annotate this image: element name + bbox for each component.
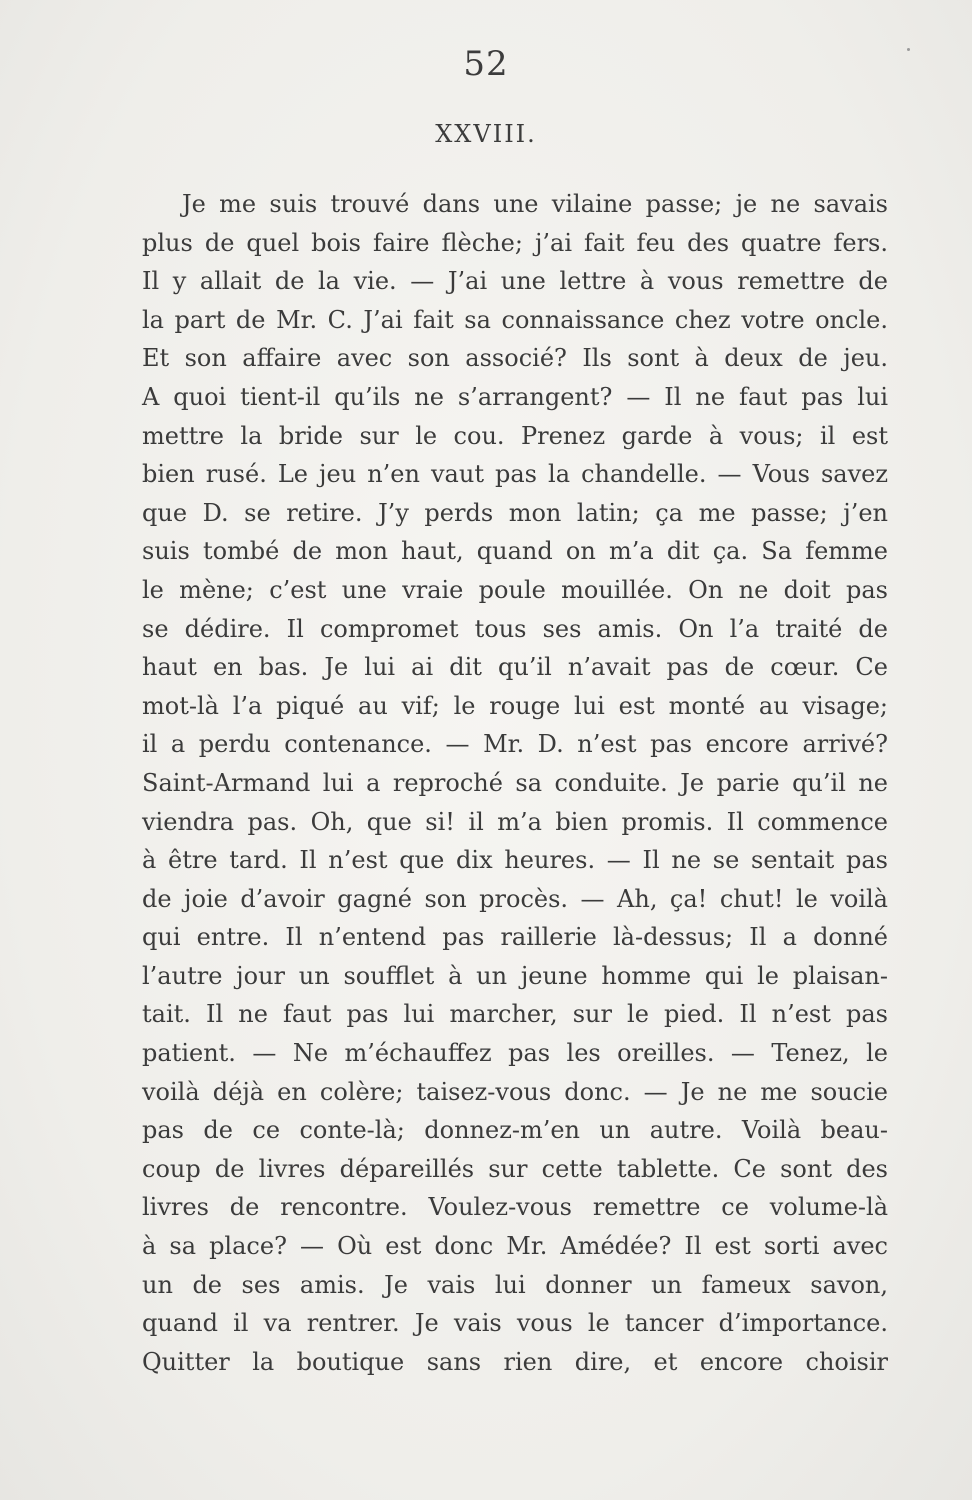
text-line: mot-là l’a piqué au vif; le rouge lui est monté au visage; xyxy=(142,691,888,720)
text-line: Saint-Armand lui a reproché sa conduite. Je parie qu’il ne xyxy=(142,768,888,797)
text-line: l’autre jour un soufflet à un jeune homme qui le plaisan- xyxy=(142,961,888,990)
text-line: haut en bas. Je lui ai dit qu’il n’avait pas de cœur. Ce xyxy=(142,653,888,682)
text-line: A quoi tient-il qu’ils ne s’arrangent? — Il ne faut pas lui xyxy=(142,382,888,411)
text-line: à être tard. Il n’est que dix heures. — Il ne se sentait pas xyxy=(142,846,888,875)
text-line: de joie d’avoir gagné son procès. — Ah, ça! chut! le voilà xyxy=(142,884,888,913)
text-line: Et son affaire avec son associé? Ils sont à deux de jeu. xyxy=(142,344,888,373)
text-line: bien rusé. Le jeu n’en vaut pas la chandelle. — Vous savez xyxy=(142,460,888,489)
text-line: il a perdu contenance. — Mr. D. n’est pas encore arrivé? xyxy=(142,730,888,759)
text-line: Il y allait de la vie. — J’ai une lettre à vous remettre de xyxy=(142,267,888,296)
text-line: viendra pas. Oh, que si! il m’a bien promis. Il commence xyxy=(142,807,888,836)
text-line: tait. Il ne faut pas lui marcher, sur le pied. Il n’est pas xyxy=(142,1000,888,1029)
text-line: coup de livres dépareillés sur cette tablette. Ce sont des xyxy=(142,1154,888,1183)
text-line: mettre la bride sur le cou. Prenez garde à vous; il est xyxy=(142,421,888,450)
page-number: 52 xyxy=(463,44,509,84)
chapter-heading: XXVIII. xyxy=(435,120,537,148)
text-line: un de ses amis. Je vais lui donner un fameux savon, xyxy=(142,1270,888,1299)
text-line: patient. — Ne m’échauffez pas les oreilles. — Tenez, le xyxy=(142,1039,888,1068)
text-line: Quitter la boutique sans rien dire, et encore choisir xyxy=(142,1347,888,1376)
text-line: suis tombé de mon haut, quand on m’a dit ça. Sa femme xyxy=(142,537,888,566)
text-line: le mène; c’est une vraie poule mouillée. On ne doit pas xyxy=(142,575,888,604)
text-line: plus de quel bois faire flèche; j’ai fait feu des quatre fers. xyxy=(142,228,888,257)
text-line: livres de rencontre. Voulez-vous remettre ce volume-là xyxy=(142,1193,888,1222)
text-line: à sa place? — Où est donc Mr. Amédée? Il est sorti avec xyxy=(142,1232,888,1261)
text-line: la part de Mr. C. J’ai fait sa connaissance chez votre oncle. xyxy=(142,305,888,334)
text-line: pas de ce conte-là; donnez-m’en un autre. Voilà beau- xyxy=(142,1116,888,1145)
text-line: voilà déjà en colère; taisez-vous donc. — Je ne me soucie xyxy=(142,1077,888,1106)
text-line: quand il va rentrer. Je vais vous le tancer d’importance. xyxy=(142,1309,888,1338)
text-line: que D. se retire. J’y perds mon latin; ça me passe; j’en xyxy=(142,498,888,527)
text-line: se dédire. Il compromet tous ses amis. On l’a traité de xyxy=(142,614,888,643)
body-text xyxy=(142,185,888,1381)
text-line: qui entre. Il n’entend pas raillerie là-dessus; Il a donné xyxy=(142,923,888,952)
text-line: Je me suis trouvé dans une vilaine passe; je ne savais xyxy=(182,190,888,218)
